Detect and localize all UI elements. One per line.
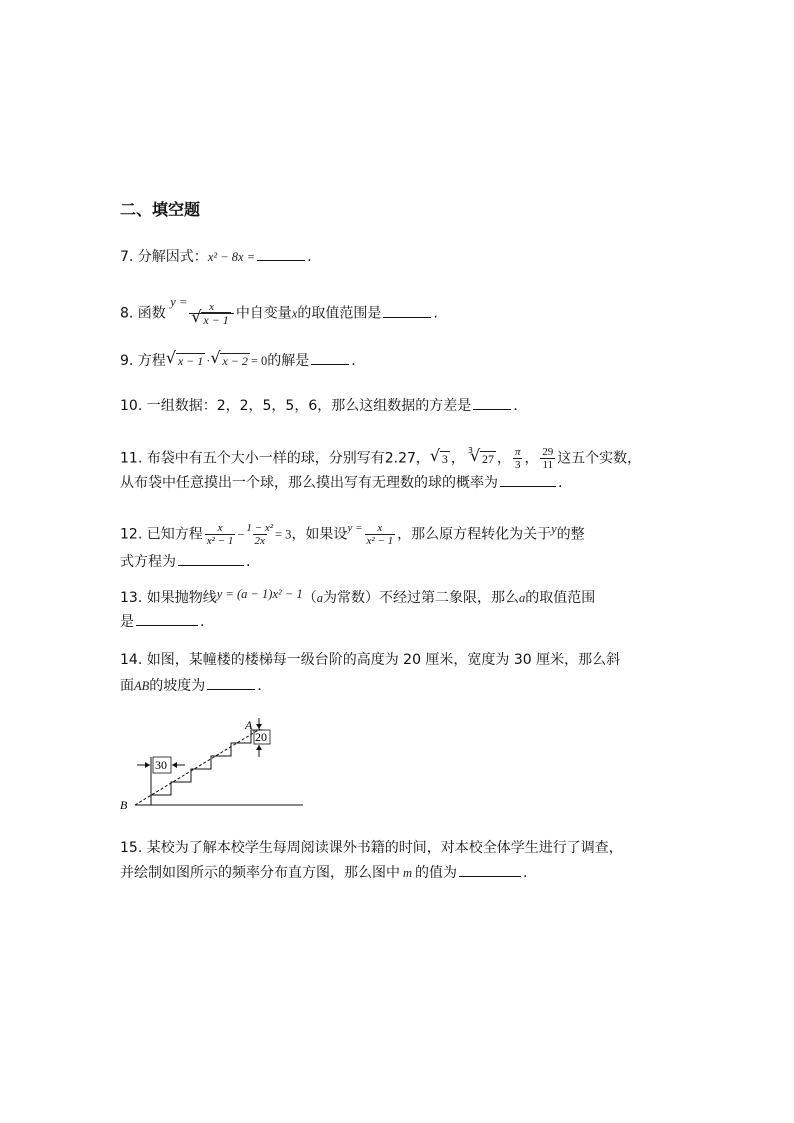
q15-period: .	[523, 865, 528, 881]
q9-label: 9. 方程	[120, 353, 166, 369]
q8-period: .	[433, 305, 438, 322]
q13-expression: y = (a − 1)x² − 1	[216, 587, 303, 601]
q12-f2-num: 1 − x²	[246, 522, 273, 534]
q9-dot: ·	[206, 354, 211, 368]
q12-tail: 的整	[556, 526, 585, 543]
q12-y-eq: y =	[347, 521, 363, 534]
q9-mid: 的解是	[267, 353, 310, 369]
q9-eq: = 0	[250, 354, 268, 368]
q11-line1-end: 这五个实数，	[557, 450, 642, 467]
q11-pi-den: 3	[514, 459, 521, 472]
q11-sqrt3: 3	[441, 451, 448, 466]
q14-ab: AB	[134, 679, 150, 693]
q14-period: .	[257, 678, 262, 694]
q11-line2: 从布袋中任意摸出一个球，那么摸出写有无理数的球的概率为	[120, 475, 498, 491]
q14-line1: 14. 如图，某幢楼的楼梯每一级台阶的高度为 20 厘米，宽度为 30 厘米，那么斜	[120, 652, 621, 668]
q12-label: 12. 已知方程	[120, 526, 203, 543]
q11-label: 11. 布袋中有五个大小一样的球，分别写有2.27，	[120, 450, 430, 467]
label-30: 30	[155, 758, 167, 772]
q13-paren: （	[302, 590, 317, 606]
q13-a: a	[316, 591, 323, 605]
q7-answer-blank	[257, 246, 305, 261]
arrowhead-30-left	[145, 762, 150, 768]
q12-minus: −	[237, 527, 245, 542]
q14-post: 的坡度为	[149, 678, 206, 694]
q9-radical-1: x − 1	[177, 354, 204, 368]
q14-pre: 面	[120, 678, 134, 694]
q12-var: y	[551, 521, 557, 536]
q8-mid2: 的取值范围是	[297, 305, 382, 322]
q11-cbrt-index: 3	[467, 446, 473, 455]
question-12-line-2	[120, 551, 250, 572]
q12-f1-num: x	[217, 522, 223, 534]
q8-denominator: x − 1	[203, 313, 229, 327]
q12-answer-blank	[178, 551, 244, 566]
question-15-line-2	[120, 862, 527, 883]
q8-numerator: x	[209, 301, 215, 313]
q12-mid: ，如果设	[291, 526, 348, 543]
q12-line2: 式方程为	[120, 554, 176, 570]
q15-answer-blank	[459, 862, 521, 877]
q8-fraction	[189, 301, 233, 326]
question-12-line-1	[120, 522, 585, 547]
q13-tail: 的取值范围	[525, 590, 596, 606]
q15-line1: 15. 某校为了解本校学生每周阅读课外书籍的时间，对本校全体学生进行了调查，	[120, 840, 623, 856]
section-title: 二、填空题	[120, 200, 201, 219]
q12-f3-den: x² − 1	[366, 535, 394, 547]
question-9	[120, 350, 356, 371]
q11-pi: π	[514, 446, 521, 459]
label-b: B	[120, 798, 128, 812]
q12-after: ，那么原方程转化为关于	[397, 526, 552, 543]
arrowhead-30-right	[172, 762, 177, 768]
q8-answer-blank	[383, 303, 431, 318]
question-14-line-2	[120, 675, 262, 696]
question-10	[120, 395, 518, 416]
q9-answer-blank	[311, 350, 349, 365]
q12-f1-den: x² − 1	[206, 535, 234, 547]
q8-y-eq: y =	[170, 294, 188, 309]
q11-frac-num: 29	[542, 446, 554, 459]
question-13-line-2	[120, 611, 204, 632]
slope-ab	[135, 729, 260, 805]
q12-f3-num: x	[377, 522, 383, 534]
q11-cbrt-value: 27	[481, 451, 494, 466]
q15-pre: 并绘制如图所示的频率分布直方图，那么图中	[120, 865, 400, 881]
q13-line2: 是	[120, 614, 134, 630]
q10-answer-blank	[473, 395, 511, 410]
q12-period: .	[246, 554, 251, 570]
question-7	[120, 246, 312, 267]
q13-mid: 为常数）不经过第二象限，那么	[322, 590, 519, 606]
q9-period: .	[351, 353, 356, 369]
q12-eq: = 3	[275, 527, 292, 542]
label-20: 20	[255, 730, 267, 744]
arrowhead-20-top	[256, 724, 262, 729]
q13-label: 13. 如果抛物线	[120, 590, 217, 606]
q7-label: 7. 分解因式：	[120, 249, 208, 265]
q11-comma-2: ，	[496, 450, 511, 467]
q11-comma-1: ，	[450, 450, 465, 467]
q13-answer-blank	[136, 611, 198, 626]
q8-label: 8. 函数	[120, 305, 166, 322]
q7-period: .	[307, 249, 312, 265]
q9-radical-2: x − 2	[222, 354, 248, 368]
question-13-line-1	[120, 588, 595, 608]
question-14-line-1	[120, 650, 620, 670]
q8-mid1: 中自变量	[235, 305, 292, 322]
q13-period: .	[200, 614, 205, 630]
question-11-line-1	[120, 445, 641, 471]
staircase-figure	[115, 715, 315, 815]
stair-steps	[151, 730, 263, 805]
q15-m: m	[403, 866, 413, 880]
q12-f2-den: 2x	[254, 535, 265, 547]
question-8	[120, 294, 438, 327]
q15-post: 的值为	[415, 865, 458, 881]
q11-comma-3: ，	[524, 450, 539, 467]
q11-answer-blank	[500, 472, 556, 487]
q14-answer-blank	[207, 675, 255, 690]
q11-frac-den: 11	[542, 459, 554, 472]
q10-period: .	[513, 398, 518, 414]
q7-expression: x² − 8x =	[207, 250, 256, 264]
q10-label: 10. 一组数据：2，2，5，5，6，那么这组数据的方差是	[120, 398, 472, 414]
arrowhead-20-bottom	[256, 745, 262, 750]
question-15-line-1	[120, 838, 623, 858]
q11-period: .	[558, 475, 563, 491]
q8-var: x	[291, 306, 298, 321]
question-11-line-2	[120, 472, 562, 493]
label-a: A	[245, 718, 253, 732]
q13-a2: a	[518, 591, 526, 605]
